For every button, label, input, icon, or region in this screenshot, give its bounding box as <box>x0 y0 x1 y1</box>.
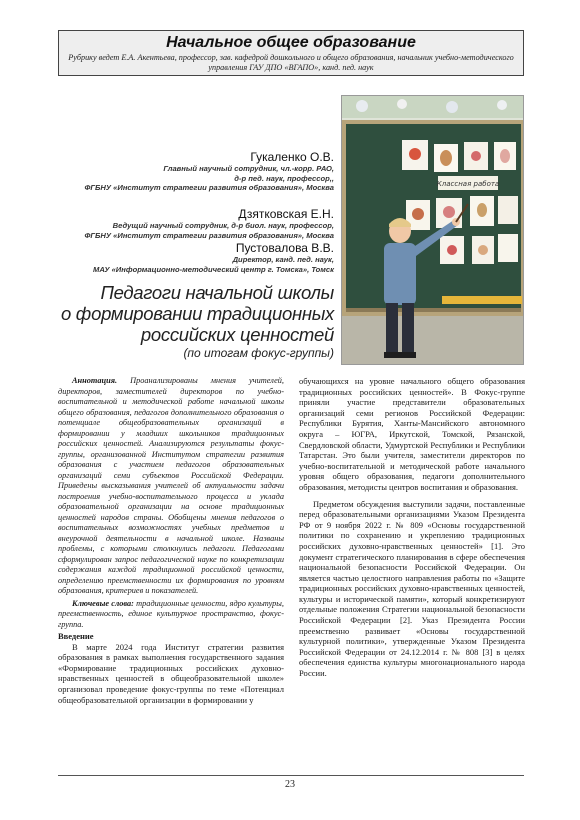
author-name: Гукаленко О.В. <box>250 150 334 164</box>
author-name: Пустовалова В.В. <box>235 241 334 255</box>
rubric-header <box>58 30 524 76</box>
section-title: Начальное общее образование <box>166 34 416 51</box>
abstract-text: Проанализированы мнения учителей, директоров, заместителей директоров по учебно-воспитательной и методической работе начальной школы общего образования, педагогов дополнительного образования о потенциале общеобразовательных организаций в формировании у младших школьников традиционных российских ценностей. Анализируются результаты фокус-группы, организованной Институтом стратегии развития образования с участием педагогов образовательных организаций семи субъектов Российской Федерации. Приведены высказывания учителей об актуальности задачи построения учебно-воспитательного процесса и уклада образовательной организации на основе традиционных ценностей народов страны. Обобщены мнения педагогов о воспитательных возможностях учебных предметов и внеурочной деятельности в начальной школе. Названы проблемы, с которыми столкнулись педагоги. Педагогами сформулирован запрос педагогической науке по конкретизации содержания каждой традиционной российской ценности, определению преемственности их формирования по уровням образования, критериев и показателей. <box>58 376 284 595</box>
author-block-3 <box>58 241 334 274</box>
author-name: Дзятковская Е.Н. <box>238 207 334 221</box>
body-column-right <box>299 376 525 679</box>
author-affiliation-line: Ведущий научный сотрудник, д-р биол. наук, профессор, <box>112 221 334 230</box>
article-title-line: о формировании традиционных <box>60 303 334 324</box>
intro-paragraph: В марте 2024 года Институт стратегии развития образования в рамках выполнения государственного задания «Формирование традиционных российских духовно-нравственных ценностей в общеобразовательной школе» организовал проведение фокус-группы по теме «Потенциал общеобразовательной организации в формировании у <box>58 641 284 705</box>
rubric-editor-note: Рубрику ведет Е.А. Акентьева, профессор, зав. кафедрой дошкольного и общего образования, начальник учебно-методического управления ГАУ ДПО «ВГАПО», канд. пед. наук <box>68 53 514 72</box>
author-affiliation-line: д-р пед. наук, профессор,, <box>234 173 334 183</box>
classroom-photo <box>341 95 524 365</box>
paragraph: Предметом обсуждения выступили задачи, поставленные перед образовательными организациями Указом Президента РФ от 9 ноября 2022 г. № 809 «Основы государственной политики по сохранению и укреплению традиционных российских духовно-нравственных ценностей» [1]. Это документ стратегического планирования в сфере обеспечения национальной безопасности Российской Федерации. Он является частью целостного направления работы по «Защите традиционных российских духовно-нравственных ценностей, культуры и исторической памяти», который конкретизируют отдельные положения Стратегии национальной безопасности Российской Федерации [2]. Указ Президента России преемственно развивает «Основы государственной культурной политики», утвержденные Указом Президента Российской Федерации от 24.12.2014 г. № 808 [3] в целях обеспечения единства культуры многонационального народа России. <box>299 498 525 679</box>
author-block-2 <box>58 207 334 240</box>
board-caption: Классная работа <box>436 180 500 188</box>
article-subtitle: (по итогам фокус-группы) <box>183 346 334 360</box>
article-title-line: российских ценностей <box>140 324 334 345</box>
keywords-label: Ключевые слова: <box>72 598 134 608</box>
footer-rule <box>58 775 524 776</box>
keywords-text: традиционные ценности, ядро культуры, преемственность, единое культурное пространство, фокус-группа. <box>58 598 285 629</box>
author-affiliation-line: Директор, канд. пед. наук, <box>232 255 334 264</box>
page-number: 23 <box>285 779 295 790</box>
classroom-illustration <box>342 96 524 365</box>
keywords <box>58 599 284 631</box>
author-affiliation-line: ФГБНУ «Институт стратегии развития образования», Москва <box>84 230 334 240</box>
author-affiliation-line: МАУ «Информационно-методический центр г. Томска», Томск <box>93 264 334 274</box>
article-title <box>58 282 334 345</box>
author-affiliation-line: Главный научный сотрудник, чл.-корр. РАО, <box>163 164 334 173</box>
abstract-label: Аннотация. <box>72 376 118 385</box>
intro-heading: Введение <box>58 631 94 641</box>
body-column-left <box>58 376 284 705</box>
author-affiliation-line: ФГБНУ «Институт стратегии развития образования», Москва <box>84 183 334 192</box>
author-block-1 <box>58 150 334 193</box>
paragraph: обучающихся на уровне начального общего образования традиционных российских ценностей». В Фокус-группе приняли участие представители образовательных организаций семи регионов Российской Федерации: Республики Бурятия, Ханты-Мансийского автономного округа – ЮГРА, Иркутской, Томской, Рязанской, Свердловской области, Удмуртской Республики и Республики Татарстан. Это были учителя, заместители директоров по учебно-воспитательной и методической работе начального уровня общего образования, педагоги дополнительного образования, методисты центров воспитания и образования. <box>299 376 525 492</box>
article-title-line: Педагоги начальной школы <box>100 282 334 303</box>
abstract <box>58 376 284 597</box>
